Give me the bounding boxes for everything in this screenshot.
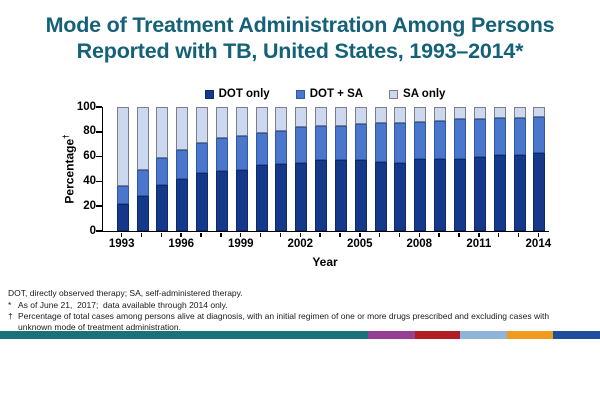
x-tick-mark <box>220 233 222 237</box>
bar-segment <box>335 107 347 126</box>
bar-segment <box>494 155 506 231</box>
bar-segment <box>375 107 387 123</box>
bar-segment <box>117 204 129 231</box>
x-tick-label: 2005 <box>346 238 373 250</box>
bar-segment <box>176 150 188 179</box>
bar-segment <box>236 136 248 171</box>
bar-segment <box>494 107 506 118</box>
stacked-bar-2006 <box>375 107 387 231</box>
footnote-text: As of June 21, 2017; data available through 2014 only. <box>18 299 228 310</box>
chart-legend <box>102 88 548 100</box>
legend-item-dot-only <box>205 88 270 100</box>
x-tick-mark <box>280 233 282 237</box>
y-tick-mark <box>96 131 102 133</box>
bar-segment <box>394 163 406 231</box>
bar-segment <box>156 158 168 185</box>
stacked-bar-2012 <box>494 107 506 231</box>
bar-segment <box>335 126 347 161</box>
stacked-bar-1998 <box>216 107 228 231</box>
footnote-marker: † <box>8 311 13 321</box>
y-axis-label <box>62 134 77 203</box>
x-tick-label: 1993 <box>108 238 135 250</box>
stripe-segment <box>460 331 507 339</box>
bar-segment <box>474 107 486 119</box>
y-tick-label: 60 <box>83 150 96 163</box>
bar-segment <box>394 107 406 123</box>
stacked-bar-2004 <box>335 107 347 231</box>
footnote-asterisk <box>8 300 564 311</box>
x-tick-label: 2008 <box>406 238 433 250</box>
stacked-bar-1996 <box>176 107 188 231</box>
stacked-bar-1997 <box>196 107 208 231</box>
bar-segment <box>434 107 446 121</box>
x-tick-label: 1999 <box>227 238 254 250</box>
stacked-bar-1999 <box>236 107 248 231</box>
bar-segment <box>256 133 268 165</box>
y-tick-mark <box>96 205 102 207</box>
x-tick-mark <box>200 233 202 237</box>
bar-segment <box>414 122 426 159</box>
bar-segment <box>295 163 307 231</box>
bar-segment <box>454 107 466 119</box>
x-tick-label: 1996 <box>168 238 195 250</box>
bar-segment <box>315 160 327 231</box>
x-tick-mark <box>240 233 242 237</box>
x-tick-mark <box>300 233 302 237</box>
bar-segment <box>494 118 506 155</box>
x-tick-mark <box>260 233 262 237</box>
legend-label: SA only <box>403 88 446 100</box>
stacked-bar-2010 <box>454 107 466 231</box>
x-tick-mark <box>438 233 440 237</box>
bar-segment <box>137 107 149 170</box>
bar-segment <box>156 185 168 231</box>
bar-segment <box>196 173 208 231</box>
x-tick-mark <box>518 233 520 237</box>
bar-segment <box>117 107 129 186</box>
y-tick-mark <box>96 106 102 108</box>
stripe-segment <box>553 331 600 339</box>
bar-segment <box>295 127 307 163</box>
bar-segment <box>474 157 486 231</box>
bar-segment <box>315 126 327 161</box>
stripe-segment <box>0 331 368 339</box>
x-tick-mark <box>319 233 321 237</box>
stacked-bar-2002 <box>295 107 307 231</box>
bar-segment <box>514 118 526 155</box>
footnote-dagger <box>8 311 564 332</box>
stacked-bar-2003 <box>315 107 327 231</box>
bar-segment <box>256 165 268 231</box>
bar-segment <box>216 138 228 171</box>
plot-area <box>102 107 549 232</box>
stacked-bar-2000 <box>256 107 268 231</box>
x-tick-mark <box>399 233 401 237</box>
bar-segment <box>514 107 526 118</box>
stacked-bar-2009 <box>434 107 446 231</box>
y-tick-label: 100 <box>76 100 96 113</box>
bar-segment <box>176 179 188 231</box>
bar-segment <box>375 123 387 161</box>
bar-segment <box>335 160 347 231</box>
dagger-symbol: † <box>61 134 71 139</box>
stacked-bar-2001 <box>275 107 287 231</box>
bar-segment <box>275 164 287 231</box>
stripe-segment <box>368 331 415 339</box>
bar-segment <box>375 162 387 231</box>
bar-segment <box>256 107 268 133</box>
legend-label: DOT + SA <box>309 88 364 100</box>
bar-segment <box>117 186 129 203</box>
bar-segment <box>533 107 545 117</box>
y-axis-label-text: Percentage <box>62 138 77 204</box>
x-tick-mark <box>121 233 123 237</box>
bar-segment <box>355 107 367 124</box>
y-tick-label: 20 <box>83 199 96 212</box>
x-tick-label: 2014 <box>525 238 552 250</box>
stacked-bar-1993 <box>117 107 129 231</box>
x-tick-mark <box>419 233 421 237</box>
slide-title: Mode of Treatment Administration Among Persons Reported with TB, United States, 1993–2014* <box>45 13 555 64</box>
x-tick-mark <box>180 233 182 237</box>
x-tick-mark <box>141 233 143 237</box>
legend-item-sa-only <box>389 88 445 100</box>
dot-plus-sa-swatch-icon <box>296 90 305 99</box>
stacked-bar-1995 <box>156 107 168 231</box>
y-tick-mark <box>96 181 102 183</box>
x-tick-mark <box>359 233 361 237</box>
stacked-bar-2007 <box>394 107 406 231</box>
stacked-bar-2005 <box>355 107 367 231</box>
stripe-segment <box>507 331 553 339</box>
footnote-text: Percentage of total cases among persons alive at diagnosis, with an initial regimen of one or more drugs prescribed and excluding cases with unknown mode of treatment administration. <box>18 311 552 332</box>
footnotes <box>8 288 564 333</box>
bar-segment <box>196 107 208 143</box>
y-tick-label: 40 <box>83 174 96 187</box>
x-tick-mark <box>498 233 500 237</box>
y-tick-label: 80 <box>83 125 96 138</box>
bar-segment <box>394 123 406 163</box>
bar-segment <box>137 170 149 196</box>
stacked-bar-2008 <box>414 107 426 231</box>
footnote-marker: * <box>8 299 12 310</box>
stripe-segment <box>415 331 460 339</box>
stacked-bar-1994 <box>137 107 149 231</box>
x-tick-label: 2002 <box>287 238 314 250</box>
bar-segment <box>315 107 327 126</box>
x-tick-mark <box>538 233 540 237</box>
bar-segment <box>196 143 208 173</box>
bar-segment <box>514 155 526 231</box>
bar-segment <box>355 124 367 160</box>
bar-segment <box>137 196 149 231</box>
footnote-abbreviations <box>8 288 564 299</box>
bar-segment <box>474 119 486 156</box>
bar-segment <box>275 131 287 164</box>
dot-only-swatch-icon <box>205 90 214 99</box>
x-tick-label: 2011 <box>466 238 492 250</box>
bar-segment <box>355 160 367 231</box>
bar-segment <box>434 159 446 231</box>
stacked-bar-2011 <box>474 107 486 231</box>
y-tick-label: 0 <box>89 224 96 237</box>
bar-segment <box>414 159 426 231</box>
footnote-text: DOT, directly observed therapy; SA, self-administered therapy. <box>8 288 243 298</box>
x-tick-mark <box>161 233 163 237</box>
bar-segment <box>236 170 248 231</box>
bar-segment <box>216 107 228 138</box>
x-tick-mark <box>339 233 341 237</box>
x-axis-label: Year <box>312 255 338 269</box>
bar-segment <box>434 121 446 159</box>
bar-segment <box>414 107 426 122</box>
bar-segment <box>176 107 188 150</box>
x-tick-mark <box>379 233 381 237</box>
x-tick-mark <box>458 233 460 237</box>
footer-color-stripe <box>0 331 600 339</box>
x-tick-mark <box>478 233 480 237</box>
bar-segment <box>295 107 307 127</box>
y-tick-mark <box>96 230 102 232</box>
bar-segment <box>533 153 545 231</box>
legend-label: DOT only <box>218 88 270 100</box>
y-tick-mark <box>96 156 102 158</box>
stacked-bar-2014 <box>533 107 545 231</box>
bar-segment <box>533 117 545 153</box>
bar-segment <box>454 119 466 159</box>
bar-segment <box>236 107 248 136</box>
bar-segment <box>275 107 287 131</box>
stacked-bar-2013 <box>514 107 526 231</box>
sa-only-swatch-icon <box>389 90 398 99</box>
bar-segment <box>454 159 466 231</box>
bar-segment <box>156 107 168 158</box>
legend-item-dot-plus-sa <box>296 88 363 100</box>
bar-segment <box>216 171 228 231</box>
